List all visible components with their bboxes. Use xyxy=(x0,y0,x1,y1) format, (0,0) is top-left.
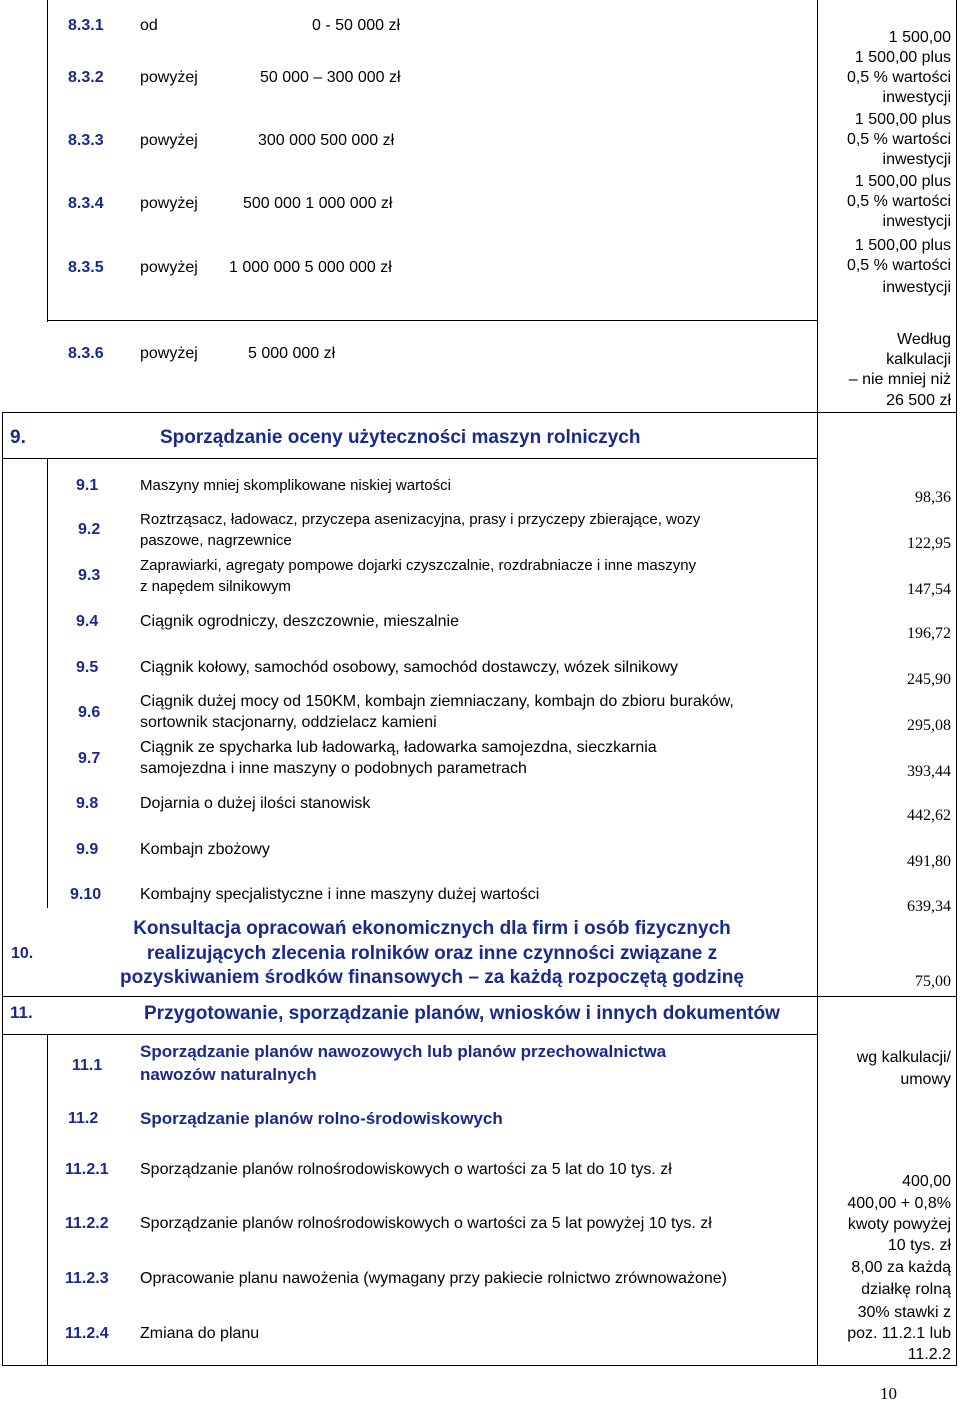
grid-line xyxy=(956,0,957,1366)
item-text: Maszyny mniej skomplikowane niskiej wartości xyxy=(140,477,451,494)
item-text: Sporządzanie planów rolno-środowiskowych xyxy=(140,1109,503,1128)
grid-line xyxy=(2,1365,957,1366)
item-number: 9.2 xyxy=(78,521,101,538)
section-title: Przygotowanie, sporządzanie planów, wniosków i innych dokumentów xyxy=(144,1003,780,1024)
item-number: 9.3 xyxy=(78,567,101,584)
row-price: 1 500,00 xyxy=(888,29,951,46)
item-number: 9.5 xyxy=(76,659,99,676)
item-price-line: 8,00 za każdą xyxy=(851,1259,951,1276)
row-range: 1 000 000 5 000 000 zł xyxy=(229,259,392,276)
item-number: 9.4 xyxy=(76,613,99,630)
row-price-line: 1 500,00 plus xyxy=(854,173,951,190)
item-number: 11.2 xyxy=(68,1110,99,1127)
item-price: 147,54 xyxy=(907,581,951,598)
item-number: 11.2.2 xyxy=(65,1215,109,1232)
row-number: 8.3.3 xyxy=(68,132,104,149)
item-price-line: 400,00 xyxy=(902,1173,951,1190)
item-text: nawozów naturalnych xyxy=(140,1065,317,1084)
row-number: 8.3.2 xyxy=(68,69,104,86)
row-price-line: 1 500,00 plus xyxy=(854,111,951,128)
row-range: 5 000 000 zł xyxy=(248,345,336,362)
section-price: 75,00 xyxy=(915,973,951,990)
item-number: 11.1 xyxy=(72,1057,103,1074)
item-text: sortownik stacjonarny, oddzielacz kamieni xyxy=(140,714,437,731)
item-text: z napędem silnikowym xyxy=(140,578,291,595)
section-text: Konsultacja opracowań ekonomicznych dla firm i osób fizycznych xyxy=(133,918,731,939)
grid-line xyxy=(47,0,48,322)
item-text: Kombajny specjalistyczne i inne maszyny dużej wartości xyxy=(140,886,540,903)
row-range: 300 000 500 000 zł xyxy=(258,132,395,149)
item-number: 11.2.4 xyxy=(65,1325,109,1342)
item-price: 442,62 xyxy=(907,807,951,824)
row-label: powyżej xyxy=(140,69,198,86)
row-price-line: 1 500,00 plus xyxy=(854,49,951,66)
grid-line xyxy=(47,1034,48,1366)
item-price-line: działkę rolną xyxy=(861,1281,951,1298)
row-range: 0 - 50 000 zł xyxy=(312,17,401,34)
row-number: 8.3.6 xyxy=(68,345,104,362)
item-number: 9.9 xyxy=(76,841,99,858)
row-price-line: 0,5 % wartości xyxy=(846,131,951,148)
row-number: 8.3.4 xyxy=(68,195,104,212)
row-label: powyżej xyxy=(140,195,198,212)
grid-line xyxy=(2,1034,817,1035)
grid-line xyxy=(817,0,818,1366)
row-price-line: inwestycji xyxy=(882,213,951,230)
row-price-line: 1 500,00 plus xyxy=(854,237,951,254)
row-price-line: 0,5 % wartości xyxy=(846,257,951,274)
row-range: 50 000 – 300 000 zł xyxy=(260,69,401,86)
row-price-line: 0,5 % wartości xyxy=(846,193,951,210)
item-text: Ciągnik dużej mocy od 150KM, kombajn ziemniaczany, kombajn do zbioru buraków, xyxy=(140,693,734,710)
row-number: 8.3.5 xyxy=(68,259,104,276)
grid-line xyxy=(2,996,957,997)
item-price: 639,34 xyxy=(907,898,951,915)
grid-line xyxy=(47,320,817,321)
section-number: 11. xyxy=(10,1003,33,1022)
grid-line xyxy=(2,412,3,1366)
item-text: paszowe, nagrzewnice xyxy=(140,532,292,549)
item-price-line: 400,00 + 0,8% xyxy=(847,1195,951,1212)
item-text: Dojarnia o dużej ilości stanowisk xyxy=(140,795,371,812)
section-title: Sporządzanie oceny użyteczności maszyn rolniczych xyxy=(160,427,641,448)
item-number: 9.10 xyxy=(70,886,102,903)
row-label: powyżej xyxy=(140,132,198,149)
item-price-line: umowy xyxy=(900,1071,951,1088)
item-text: Kombajn zbożowy xyxy=(140,841,270,858)
row-price-line: – nie mniej niż xyxy=(848,371,951,388)
grid-line xyxy=(2,458,817,459)
item-price-line: kwoty powyżej xyxy=(847,1216,951,1233)
grid-line xyxy=(47,458,48,908)
item-price-line: 30% stawki z xyxy=(857,1304,951,1321)
row-price-line: Według xyxy=(897,331,951,348)
item-price: 295,08 xyxy=(907,717,951,734)
row-number: 8.3.1 xyxy=(68,17,104,34)
row-price-line: inwestycji xyxy=(882,89,951,106)
item-text: samojezdna i inne maszyny o podobnych parametrach xyxy=(140,760,527,777)
section-number: 10. xyxy=(11,945,34,962)
item-text: Opracowanie planu nawożenia (wymagany przy pakiecie rolnictwo zrównoważone) xyxy=(140,1270,727,1287)
row-price-line: inwestycji xyxy=(882,151,951,168)
item-text: Zaprawiarki, agregaty pompowe dojarki czyszczalnie, rozdrabniacze i inne maszyny xyxy=(140,557,697,574)
section-text: pozyskiwaniem środków finansowych – za każdą rozpoczętą godzinę xyxy=(120,967,744,988)
item-price: 245,90 xyxy=(907,671,951,688)
section-number: 9. xyxy=(10,427,26,448)
item-price: 98,36 xyxy=(915,489,951,506)
item-text: Sporządzanie planów nawozowych lub planów przechowalnictwa xyxy=(140,1042,667,1061)
item-price-line: 10 tys. zł xyxy=(887,1237,951,1254)
grid-line xyxy=(2,412,957,413)
section-text: realizujących zlecenia rolników oraz inne czynności związane z xyxy=(146,943,718,964)
row-label: powyżej xyxy=(140,345,198,362)
item-price-line: poz. 11.2.1 lub xyxy=(847,1325,951,1342)
item-number: 9.1 xyxy=(76,477,99,494)
item-text: Zmiana do planu xyxy=(140,1325,260,1342)
row-price-line: inwestycji xyxy=(882,279,951,296)
item-number: 11.2.1 xyxy=(65,1161,109,1178)
item-number: 9.8 xyxy=(76,795,99,812)
page-number: 10 xyxy=(880,1384,897,1403)
item-text: Ciągnik kołowy, samochód osobowy, samochód dostawczy, wózek silnikowy xyxy=(140,659,679,676)
item-text: Sporządzanie planów rolnośrodowiskowych o wartości za 5 lat powyżej 10 tys. zł xyxy=(140,1215,712,1232)
item-price: 196,72 xyxy=(907,625,951,642)
row-label: od xyxy=(140,17,158,34)
item-number: 9.7 xyxy=(78,750,101,767)
item-number: 9.6 xyxy=(78,704,101,721)
item-price-line: 11.2.2 xyxy=(907,1346,951,1363)
item-price: 393,44 xyxy=(907,763,951,780)
row-label: powyżej xyxy=(140,259,198,276)
item-number: 11.2.3 xyxy=(65,1270,109,1287)
row-price-line: 0,5 % wartości xyxy=(846,69,951,86)
row-range: 500 000 1 000 000 zł xyxy=(243,195,393,212)
item-price: 122,95 xyxy=(907,535,951,552)
item-text: Roztrząsacz, ładowacz, przyczepa asenizacyjna, prasy i przyczepy zbierające, wozy xyxy=(140,511,701,528)
row-price-line: kalkulacji xyxy=(886,351,951,368)
item-text: Sporządzanie planów rolnośrodowiskowych o wartości za 5 lat do 10 tys. zł xyxy=(140,1161,672,1178)
item-price-line: wg kalkulacji/ xyxy=(856,1049,951,1066)
item-price: 491,80 xyxy=(907,853,951,870)
item-text: Ciągnik ogrodniczy, deszczownie, mieszalnie xyxy=(140,613,459,630)
row-price-line: 26 500 zł xyxy=(886,392,951,409)
item-text: Ciągnik ze spycharka lub ładowarką, ładowarka samojezdna, sieczkarnia xyxy=(140,739,657,756)
